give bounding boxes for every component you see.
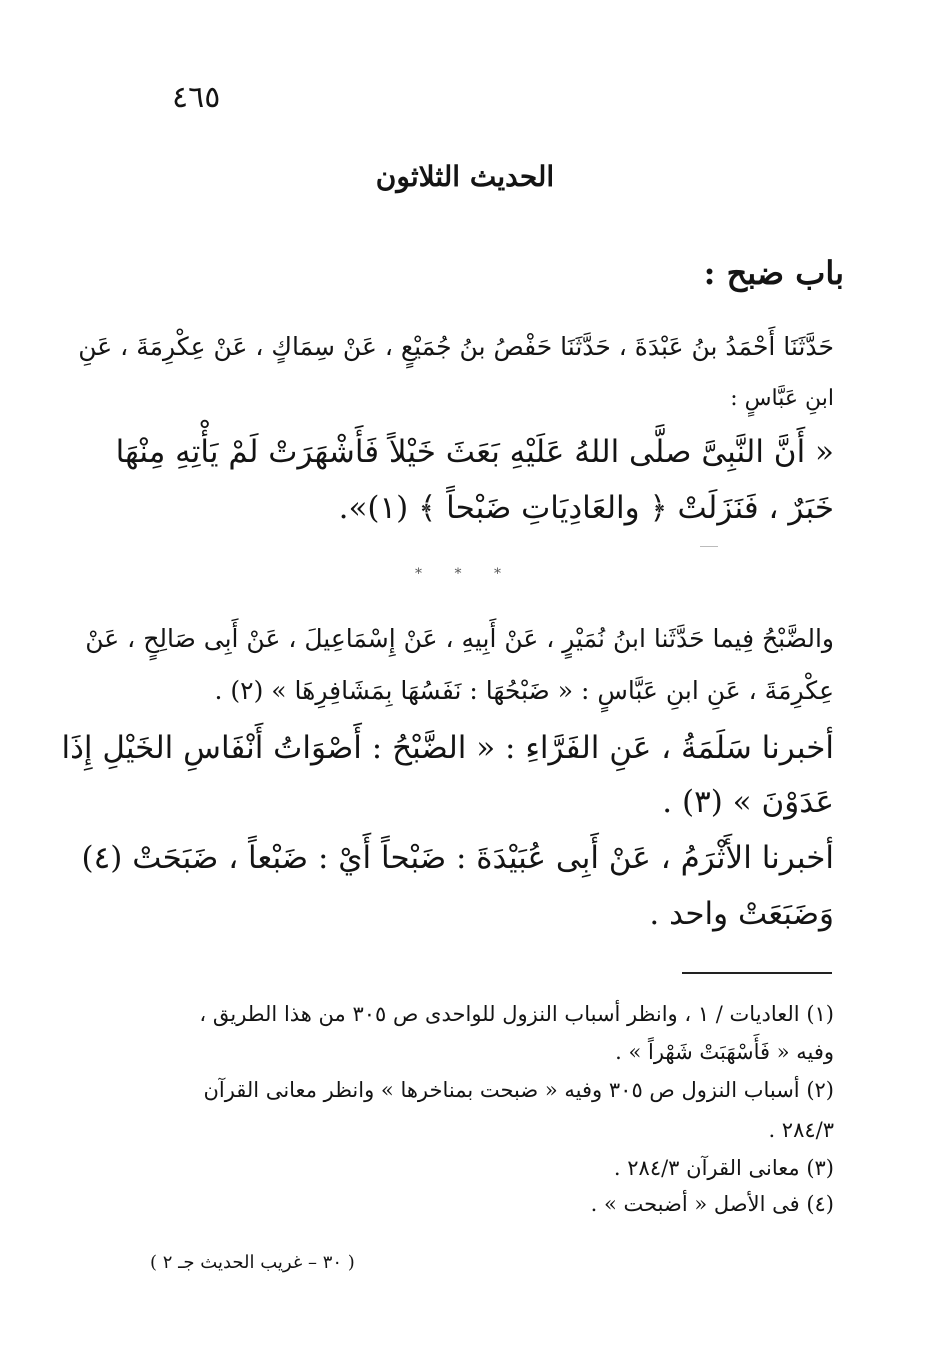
footnote-4: (٤) فى الأصل « أضبحت » . bbox=[590, 1192, 834, 1216]
chapter-heading: باب ضبح : bbox=[703, 254, 844, 292]
divider-mark bbox=[700, 546, 718, 547]
isnad-line-2: ابنِ عَبَّاسٍ : bbox=[730, 386, 834, 411]
isnad-line-1: حَدَّثَنَا أَحْمَدُ بنُ عَبْدَةَ ، حَدَّثَنَا حَفْصُ بنُ جُمَيْعٍ ، عَنْ سِمَاكٍ ، عَنْ عِكْرِمَةَ ، عَنِ bbox=[78, 332, 834, 361]
page-number: ٤٦٥ bbox=[172, 80, 221, 115]
footnote-2-line-2: ٢٨٤/٣ . bbox=[768, 1118, 834, 1142]
para1-line-2: عِكْرِمَةَ ، عَنِ ابنِ عَبَّاسٍ : « ضَبْحُهَا : نَفَسُهَا بِمَشَافِرِهَا » (٢) . bbox=[214, 676, 834, 705]
signature-note: ( ٣٠ – غريب الحديث جـ ٢ ) bbox=[150, 1252, 355, 1273]
para1-line-1: والضَّبْحُ فِيما حَدَّثَنا ابنُ نُمَيْرٍ ، عَنْ أَبِيهِ ، عَنْ إِسْمَاعِيلَ ، عَنْ أَبِى صَالِحٍ ، عَنْ bbox=[85, 624, 834, 653]
footnote-3: (٣) معانى القرآن ٢٨٤/٣ . bbox=[613, 1156, 834, 1180]
hadith-line-1: « أَنَّ النَّبِىَّ صلَّى اللهُ عَلَيْهِ بَعَثَ خَيْلاً فَأَشْهَرَتْ لَمْ يَأْتِهِ مِنْهَا bbox=[115, 434, 834, 470]
para2-line-2: عَدَوْنَ » (٣) . bbox=[662, 784, 834, 820]
footnote-2-line-1: (٢) أسباب النزول ص ٣٠٥ وفيه « ضبحت بمناخرها » وانظر معانى القرآن bbox=[203, 1078, 834, 1102]
footnote-rule bbox=[682, 972, 832, 974]
page-title: الحديث الثلاثون bbox=[375, 160, 555, 193]
para2-line-1: أخبرنا سَلَمَةُ ، عَنِ الفَرَّاءِ : « الضَّبْحُ : أَصْوَاتُ أَنْفَاسِ الخَيْلِ إِذَا bbox=[61, 730, 834, 766]
para3-line-1: أخبرنا الأَثْرَمُ ، عَنْ أَبِى عُبَيْدَةَ : ضَبْحاً أَيْ : ضَبْعاً ، ضَبَحَتْ (٤) bbox=[81, 840, 834, 876]
footnote-1-line-1: (١) العاديات / ١ ، وانظر أسباب النزول للواحدى ص ٣٠٥ من هذا الطريق ، bbox=[199, 1002, 834, 1026]
footnote-1-line-2: وفيه « فَأَسْهَبَتْ شَهْراً » . bbox=[615, 1040, 834, 1064]
para3-line-2: وَضَبَعَتْ واحد . bbox=[649, 896, 834, 932]
section-separator: * * * bbox=[415, 566, 515, 582]
hadith-line-2: خَبَرٌ ، فَنَزَلَتْ ﴿ والعَادِيَاتِ ضَبْحاً ﴾ (١)». bbox=[338, 490, 834, 526]
